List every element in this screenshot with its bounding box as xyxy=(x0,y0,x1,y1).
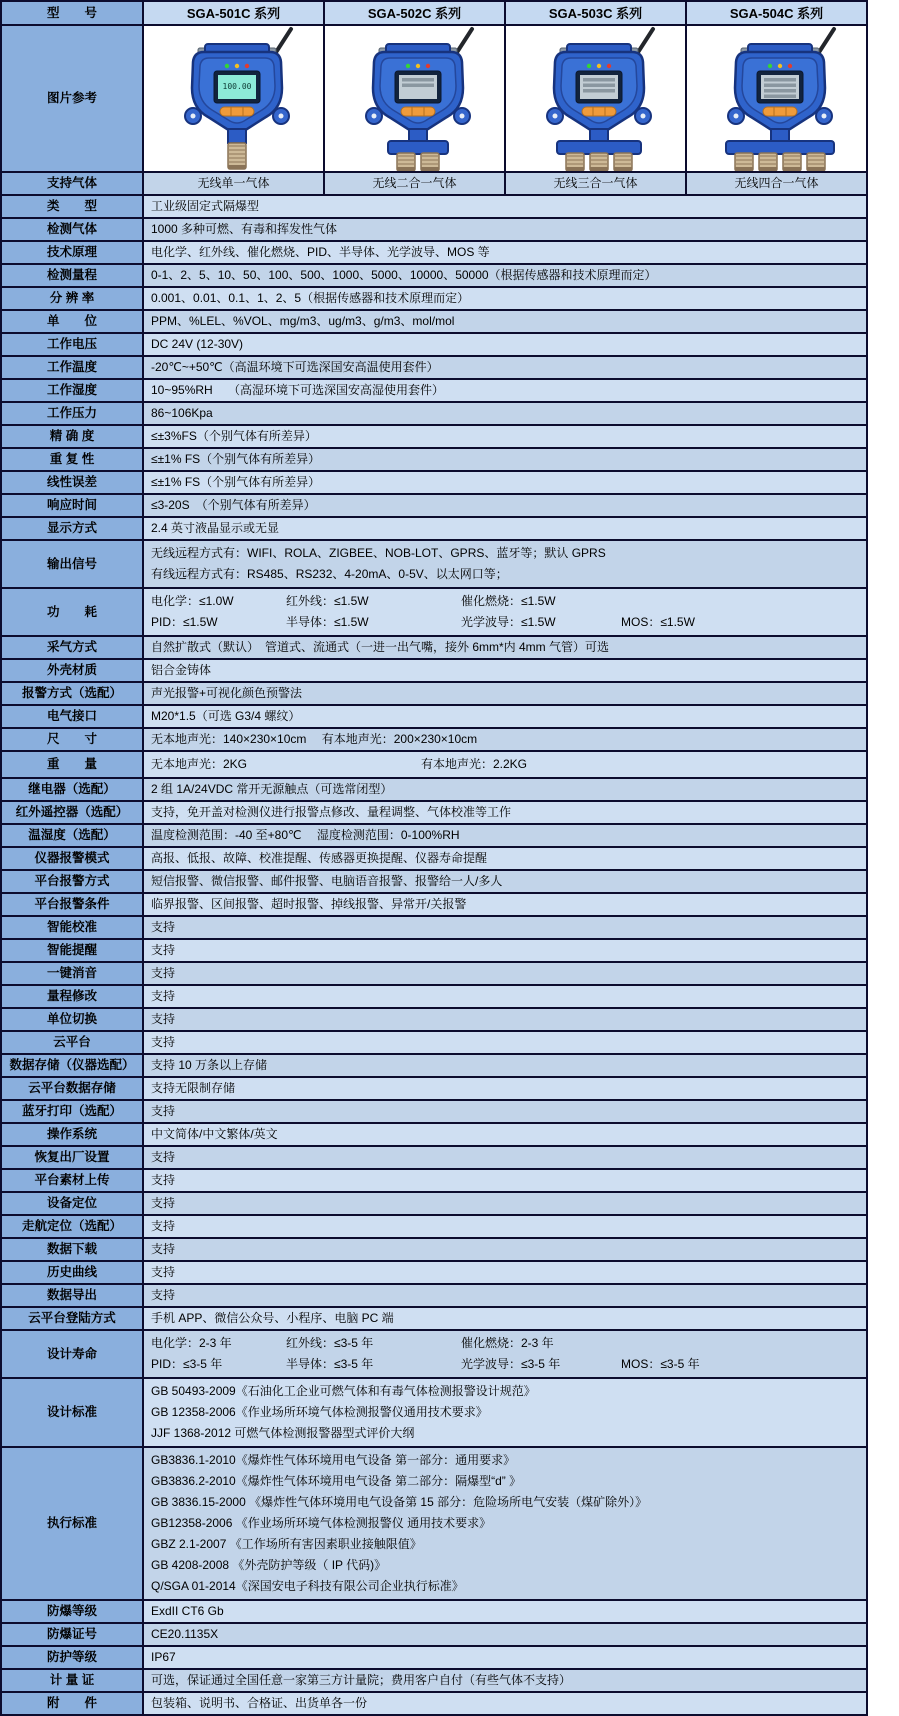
table-row xyxy=(1,985,867,1008)
table-row xyxy=(1,1169,867,1192)
spec-row-label: 输出信号 xyxy=(1,540,143,588)
spec-row-label: 类 型 xyxy=(1,195,143,218)
spec-row-value: 支持 10 万条以上存储 xyxy=(143,1054,867,1077)
value-line: GB3836.2-2010《爆炸性气体环境用电气设备 第二部分：隔爆型“d” 》 xyxy=(151,1474,522,1488)
spec-row-value: 支持 xyxy=(143,1215,867,1238)
image-row xyxy=(1,25,867,172)
table-row xyxy=(1,705,867,728)
spec-row-label: 工作压力 xyxy=(1,402,143,425)
table-row xyxy=(1,939,867,962)
table-row xyxy=(1,540,867,588)
spec-row-label: 仪器报警模式 xyxy=(1,847,143,870)
spec-row-label: 精 确 度 xyxy=(1,425,143,448)
table-row xyxy=(1,870,867,893)
table-row xyxy=(1,682,867,705)
table-row xyxy=(1,1623,867,1646)
spec-row-value: 支持 xyxy=(143,962,867,985)
value-line: GB12358-2006 《作业场所环境气体检测报警仪 通用技术要求》 xyxy=(151,1516,492,1530)
spec-row-label: 响应时间 xyxy=(1,494,143,517)
table-row xyxy=(1,1146,867,1169)
spec-row-label: 数据导出 xyxy=(1,1284,143,1307)
table-row xyxy=(1,471,867,494)
table-row xyxy=(1,1192,867,1215)
spec-row-label: 设计标准 xyxy=(1,1378,143,1447)
spec-row-label: 蓝牙打印（选配） xyxy=(1,1100,143,1123)
table-row xyxy=(1,1378,867,1447)
value-line: 有线远程方式有：RS485、RS232、4-20mA、0-5V、以太网口等； xyxy=(151,567,508,581)
table-row xyxy=(1,402,867,425)
gas-type-2in1: 无线二合一气体 xyxy=(324,172,505,195)
spec-row-label: 操作系统 xyxy=(1,1123,143,1146)
gas-support-row xyxy=(1,172,867,195)
table-row xyxy=(1,494,867,517)
table-row xyxy=(1,517,867,540)
spec-row-label: 温湿度（选配） xyxy=(1,824,143,847)
spec-row-value: 2.4 英寸液晶显示或无显 xyxy=(143,517,867,540)
spec-row-value: 支持 xyxy=(143,939,867,962)
spec-row-value: PPM、%LEL、%VOL、mg/m3、ug/m3、g/m3、mol/mol xyxy=(143,310,867,333)
spec-row-value: 支持 xyxy=(143,1146,867,1169)
model-header-label: 型 号 xyxy=(1,1,143,25)
spec-row-label: 历史曲线 xyxy=(1,1261,143,1284)
spec-row-label: 计 量 证 xyxy=(1,1669,143,1692)
spec-row-value xyxy=(143,540,867,588)
spec-row-value: 2 组 1A/24VDC 常开无源触点（可选常闭型） xyxy=(143,778,867,801)
gas-type-4in1: 无线四合一气体 xyxy=(686,172,867,195)
table-row xyxy=(1,1692,867,1715)
spec-row-label: 线性误差 xyxy=(1,471,143,494)
spec-row-label: 防护等级 xyxy=(1,1646,143,1669)
spec-row-value: 可选，保证通过全国任意一家第三方计量院；费用客户自付（有些气体不支持） xyxy=(143,1669,867,1692)
value-grid-line: 无本地声光：2KG 有本地声光：2.2KG xyxy=(151,757,528,771)
spec-row-label: 功 耗 xyxy=(1,588,143,636)
spec-row-value: 支持 xyxy=(143,1169,867,1192)
value-line: Q/SGA 01-2014《深国安电子科技有限公司企业执行标准》 xyxy=(151,1579,464,1593)
spec-row-label: 继电器（选配） xyxy=(1,778,143,801)
spec-row-value: 短信报警、微信报警、邮件报警、电脑语音报警、报警给一人/多人 xyxy=(143,870,867,893)
spec-row-label: 平台报警方式 xyxy=(1,870,143,893)
spec-row-label: 单位切换 xyxy=(1,1008,143,1031)
spec-row-value xyxy=(143,751,867,778)
spec-row-value: 自然扩散式（默认） 管道式、流通式（一进一出气嘴，接外 6mm*内 4mm 气管）可选 xyxy=(143,636,867,659)
spec-row-label: 云平台 xyxy=(1,1031,143,1054)
spec-row-value: 高报、低报、故障、校准提醒、传感器更换提醒、仪器寿命提醒 xyxy=(143,847,867,870)
spec-row-value: 支持 xyxy=(143,1100,867,1123)
spec-row-value: 温度检测范围：-40 至+80℃ 湿度检测范围：0-100%RH xyxy=(143,824,867,847)
spec-row-label: 防爆证号 xyxy=(1,1623,143,1646)
gas-detector-3-sensor-icon xyxy=(506,26,686,171)
spec-row-label: 电气接口 xyxy=(1,705,143,728)
spec-row-label: 工作电压 xyxy=(1,333,143,356)
spec-row-value: 声光报警+可视化颜色预警法 xyxy=(143,682,867,705)
spec-row-value: 工业级固定式隔爆型 xyxy=(143,195,867,218)
spec-row-value xyxy=(143,1378,867,1447)
spec-row-value xyxy=(143,588,867,636)
spec-row-value: 86~106Kpa xyxy=(143,402,867,425)
table-row xyxy=(1,893,867,916)
gas-detector-2-sensor-icon xyxy=(325,26,505,171)
spec-row-value: ≤±1% FS（个别气体有所差异） xyxy=(143,448,867,471)
gas-type-3in1: 无线三合一气体 xyxy=(505,172,686,195)
spec-row-value xyxy=(143,1447,867,1600)
table-row xyxy=(1,1100,867,1123)
spec-row-value: 1000 多种可燃、有毒和挥发性气体 xyxy=(143,218,867,241)
spec-row-value: 0-1、2、5、10、50、100、500、1000、5000、10000、50000（根据传感器和技术原理而定） xyxy=(143,264,867,287)
value-line: GB 3836.15-2000 《爆炸性气体环境用电气设备第 15 部分：危险场所电气安装（煤矿除外）》 xyxy=(151,1495,648,1509)
table-row xyxy=(1,1123,867,1146)
spec-row-label: 采气方式 xyxy=(1,636,143,659)
spec-row-value: 包装箱、说明书、合格证、出货单各一份 xyxy=(143,1692,867,1715)
spec-row-value xyxy=(143,1330,867,1378)
table-row xyxy=(1,1284,867,1307)
spec-row-label: 外壳材质 xyxy=(1,659,143,682)
table-row xyxy=(1,962,867,985)
table-row xyxy=(1,636,867,659)
spec-row-value: 支持，免开盖对检测仪进行报警点修改、量程调整、气体校准等工作 xyxy=(143,801,867,824)
product-image-sga-502c xyxy=(324,25,505,172)
spec-row-label: 分 辨 率 xyxy=(1,287,143,310)
spec-row-value: 支持 xyxy=(143,985,867,1008)
product-image-sga-504c xyxy=(686,25,867,172)
spec-row-label: 检测气体 xyxy=(1,218,143,241)
spec-row-label: 云平台数据存储 xyxy=(1,1077,143,1100)
spec-row-label: 数据存储（仪器选配） xyxy=(1,1054,143,1077)
spec-row-label: 单 位 xyxy=(1,310,143,333)
spec-row-label: 防爆等级 xyxy=(1,1600,143,1623)
table-row xyxy=(1,1238,867,1261)
table-row xyxy=(1,801,867,824)
spec-row-value: 支持无限制存储 xyxy=(143,1077,867,1100)
table-row xyxy=(1,218,867,241)
table-row xyxy=(1,448,867,471)
spec-row-value: 电化学、红外线、催化燃烧、PID、半导体、光学波导、MOS 等 xyxy=(143,241,867,264)
spec-row-value: ExdII CT6 Gb xyxy=(143,1600,867,1623)
spec-row-label: 工作湿度 xyxy=(1,379,143,402)
table-row xyxy=(1,778,867,801)
spec-row-label: 检测量程 xyxy=(1,264,143,287)
spec-row-value: 中文简体/中文繁体/英文 xyxy=(143,1123,867,1146)
table-row xyxy=(1,1031,867,1054)
value-line: GB3836.1-2010《爆炸性气体环境用电气设备 第一部分：通用要求》 xyxy=(151,1453,516,1467)
value-line: GB 50493-2009《石油化工企业可燃气体和有毒气体检测报警设计规范》 xyxy=(151,1384,536,1398)
spec-row-label: 附 件 xyxy=(1,1692,143,1715)
spec-row-value: 铝合金铸体 xyxy=(143,659,867,682)
spec-row-value: ≤±3%FS（个别气体有所差异） xyxy=(143,425,867,448)
spec-row-value: CE20.1135X xyxy=(143,1623,867,1646)
value-grid-line: PID：≤3-5 年 半导体：≤3-5 年 光学波导：≤3-5 年 MOS：≤3-5 年 xyxy=(151,1357,700,1371)
spec-row-value: 支持 xyxy=(143,1031,867,1054)
spec-row-value: IP67 xyxy=(143,1646,867,1669)
table-row xyxy=(1,287,867,310)
spec-row-value: 支持 xyxy=(143,916,867,939)
table-row xyxy=(1,824,867,847)
value-line: GB 4208-2008 《外壳防护等级（ IP 代码)》 xyxy=(151,1558,387,1572)
spec-row-value: DC 24V (12-30V) xyxy=(143,333,867,356)
spec-row-label: 尺 寸 xyxy=(1,728,143,751)
table-row xyxy=(1,333,867,356)
table-row xyxy=(1,1669,867,1692)
spec-row-value: ≤±1% FS（个别气体有所差异） xyxy=(143,471,867,494)
table-row xyxy=(1,751,867,778)
value-grid-line: 电化学：≤1.0W 红外线：≤1.5W 催化燃烧：≤1.5W xyxy=(151,594,556,608)
product-image-sga-503c xyxy=(505,25,686,172)
table-row xyxy=(1,1077,867,1100)
spec-row-label: 报警方式（选配） xyxy=(1,682,143,705)
spec-row-value: M20*1.5（可选 G3/4 螺纹） xyxy=(143,705,867,728)
gas-detector-4-sensor-icon xyxy=(687,26,867,171)
table-row xyxy=(1,588,867,636)
spec-row-label: 平台报警条件 xyxy=(1,893,143,916)
model-name-sga-504c: SGA-504C 系列 xyxy=(686,1,867,25)
model-header-row xyxy=(1,1,867,25)
spec-row-label: 数据下载 xyxy=(1,1238,143,1261)
spec-row-label: 重 量 xyxy=(1,751,143,778)
spec-row-label: 设备定位 xyxy=(1,1192,143,1215)
value-line: GB 12358-2006《作业场所环境气体检测报警仪通用技术要求》 xyxy=(151,1405,488,1419)
spec-row-value: ≤3-20S （个别气体有所差异） xyxy=(143,494,867,517)
spec-row-value: 0.001、0.01、0.1、1、2、5（根据传感器和技术原理而定） xyxy=(143,287,867,310)
model-name-sga-503c: SGA-503C 系列 xyxy=(505,1,686,25)
spec-row-label: 红外遥控器（选配） xyxy=(1,801,143,824)
table-row xyxy=(1,1054,867,1077)
spec-row-label: 一键消音 xyxy=(1,962,143,985)
spec-row-value: 支持 xyxy=(143,1238,867,1261)
spec-row-value: 支持 xyxy=(143,1261,867,1284)
spec-row-label: 显示方式 xyxy=(1,517,143,540)
spec-row-label: 重 复 性 xyxy=(1,448,143,471)
svg-text:100.00: 100.00 xyxy=(222,82,252,91)
table-row xyxy=(1,195,867,218)
table-row xyxy=(1,1307,867,1330)
spec-row-label: 平台素材上传 xyxy=(1,1169,143,1192)
spec-row-label: 智能校准 xyxy=(1,916,143,939)
table-row xyxy=(1,1646,867,1669)
table-row xyxy=(1,847,867,870)
table-row xyxy=(1,1447,867,1600)
table-row xyxy=(1,1330,867,1378)
spec-row-value: 手机 APP、微信公众号、小程序、电脑 PC 端 xyxy=(143,1307,867,1330)
model-name-sga-502c: SGA-502C 系列 xyxy=(324,1,505,25)
table-row xyxy=(1,241,867,264)
spec-row-value: 临界报警、区间报警、超时报警、掉线报警、异常开/关报警 xyxy=(143,893,867,916)
spec-row-label: 执行标准 xyxy=(1,1447,143,1600)
spec-row-value: 支持 xyxy=(143,1284,867,1307)
gas-detector-1-sensor-icon xyxy=(144,26,324,171)
image-row-label: 图片参考 xyxy=(1,25,143,172)
table-row xyxy=(1,659,867,682)
spec-row-value: -20℃~+50℃（高温环境下可选深国安高温使用套件） xyxy=(143,356,867,379)
table-row xyxy=(1,1008,867,1031)
gas-row-label: 支持气体 xyxy=(1,172,143,195)
spec-row-label: 走航定位（选配） xyxy=(1,1215,143,1238)
value-line: GBZ 2.1-2007 《工作场所有害因素职业接触限值》 xyxy=(151,1537,422,1551)
spec-row-value: 支持 xyxy=(143,1192,867,1215)
spec-row-label: 设计寿命 xyxy=(1,1330,143,1378)
table-row xyxy=(1,1600,867,1623)
spec-row-value: 支持 xyxy=(143,1008,867,1031)
table-row xyxy=(1,310,867,333)
gas-type-single: 无线单一气体 xyxy=(143,172,324,195)
spec-row-label: 工作温度 xyxy=(1,356,143,379)
value-grid-line: 电化学：2-3 年 红外线：≤3-5 年 催化燃烧：2-3 年 xyxy=(151,1336,554,1350)
product-image-sga-501c xyxy=(143,25,324,172)
spec-row-label: 智能提醒 xyxy=(1,939,143,962)
spec-row-value: 10~95%RH （高湿环境下可选深国安高湿使用套件） xyxy=(143,379,867,402)
value-line: JJF 1368-2012 可燃气体检测报警器型式评价大纲 xyxy=(151,1426,415,1440)
value-grid-line: PID：≤1.5W 半导体：≤1.5W 光学波导：≤1.5W MOS：≤1.5W xyxy=(151,615,695,629)
spec-row-value: 无本地声光：140×230×10cm 有本地声光：200×230×10cm xyxy=(143,728,867,751)
spec-row-label: 云平台登陆方式 xyxy=(1,1307,143,1330)
spec-row-label: 量程修改 xyxy=(1,985,143,1008)
table-row xyxy=(1,916,867,939)
table-row xyxy=(1,356,867,379)
table-row xyxy=(1,379,867,402)
spec-row-label: 恢复出厂设置 xyxy=(1,1146,143,1169)
table-row xyxy=(1,1215,867,1238)
table-row xyxy=(1,425,867,448)
table-row xyxy=(1,264,867,287)
table-row xyxy=(1,728,867,751)
spec-table-body xyxy=(1,1,867,1715)
model-name-sga-501c: SGA-501C 系列 xyxy=(143,1,324,25)
value-line: 无线远程方式有：WIFI、ROLA、ZIGBEE、NOB-LOT、GPRS、蓝牙等；默认 GPRS xyxy=(151,546,606,560)
spec-row-label: 技术原理 xyxy=(1,241,143,264)
table-row xyxy=(1,1261,867,1284)
